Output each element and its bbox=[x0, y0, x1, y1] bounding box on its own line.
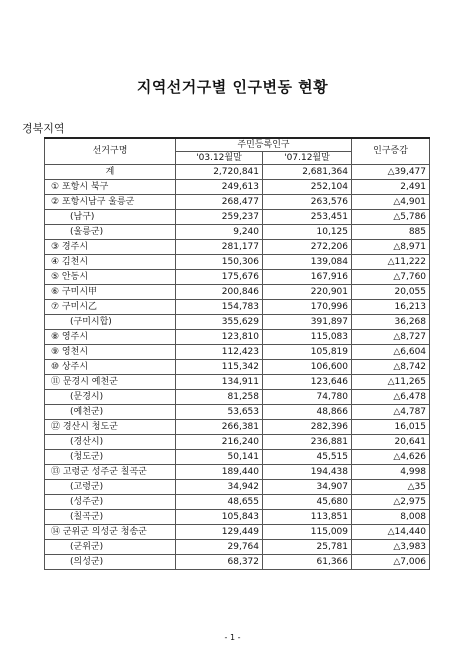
population-2003-cell: 53,653 bbox=[176, 405, 263, 420]
table-row bbox=[45, 405, 430, 420]
table-row bbox=[45, 285, 430, 300]
page-title: 지역선거구별 인구변동 현황 bbox=[136, 78, 329, 96]
district-name-cell: ⑬ 고령군 성주군 칠곡군 bbox=[45, 465, 176, 480]
population-change-cell: △8,727 bbox=[352, 330, 430, 345]
population-2003-cell: 123,810 bbox=[176, 330, 263, 345]
population-change-cell: 16,015 bbox=[352, 420, 430, 435]
header-registered-population: 주민등록인구 bbox=[176, 138, 352, 152]
population-change-cell: △35 bbox=[352, 480, 430, 495]
district-name-cell: (의성군) bbox=[45, 555, 176, 570]
population-change-cell: △4,787 bbox=[352, 405, 430, 420]
population-change-cell: △11,222 bbox=[352, 255, 430, 270]
district-name-cell: 계 bbox=[45, 165, 176, 180]
population-change-cell: △6,478 bbox=[352, 390, 430, 405]
header-date-2007: '07.12월말 bbox=[263, 152, 352, 165]
population-2003-cell: 81,258 bbox=[176, 390, 263, 405]
population-2003-cell: 115,342 bbox=[176, 360, 263, 375]
population-change-cell: △2,975 bbox=[352, 495, 430, 510]
population-2003-cell: 259,237 bbox=[176, 210, 263, 225]
population-2003-cell: 268,477 bbox=[176, 195, 263, 210]
population-table bbox=[44, 137, 430, 570]
population-2003-cell: 266,381 bbox=[176, 420, 263, 435]
population-2007-cell: 252,104 bbox=[263, 180, 352, 195]
table-row bbox=[45, 360, 430, 375]
table-row bbox=[45, 510, 430, 525]
table-row bbox=[45, 375, 430, 390]
population-2007-cell: 391,897 bbox=[263, 315, 352, 330]
district-name-cell: ⑪ 문경시 예천군 bbox=[45, 375, 176, 390]
table-row bbox=[45, 210, 430, 225]
population-2007-cell: 106,600 bbox=[263, 360, 352, 375]
district-name-cell: ④ 김천시 bbox=[45, 255, 176, 270]
table-row bbox=[45, 240, 430, 255]
population-2007-cell: 113,851 bbox=[263, 510, 352, 525]
table-row bbox=[45, 195, 430, 210]
population-2003-cell: 34,942 bbox=[176, 480, 263, 495]
table-row bbox=[45, 270, 430, 285]
table-row bbox=[45, 225, 430, 240]
table-row bbox=[45, 540, 430, 555]
table-row bbox=[45, 315, 430, 330]
population-2007-cell: 236,881 bbox=[263, 435, 352, 450]
population-change-cell: △3,983 bbox=[352, 540, 430, 555]
population-2003-cell: 2,720,841 bbox=[176, 165, 263, 180]
population-2007-cell: 139,084 bbox=[263, 255, 352, 270]
population-change-cell: 16,213 bbox=[352, 300, 430, 315]
population-change-cell: 36,268 bbox=[352, 315, 430, 330]
population-2003-cell: 48,655 bbox=[176, 495, 263, 510]
table-row bbox=[45, 330, 430, 345]
population-2003-cell: 281,177 bbox=[176, 240, 263, 255]
population-2007-cell: 45,680 bbox=[263, 495, 352, 510]
district-name-cell: ⑭ 군위군 의성군 청송군 bbox=[45, 525, 176, 540]
population-change-cell: △8,742 bbox=[352, 360, 430, 375]
population-2007-cell: 115,083 bbox=[263, 330, 352, 345]
table-row bbox=[45, 480, 430, 495]
district-name-cell: ① 포항시 북구 bbox=[45, 180, 176, 195]
population-2007-cell: 167,916 bbox=[263, 270, 352, 285]
population-2007-cell: 2,681,364 bbox=[263, 165, 352, 180]
population-change-cell: △39,477 bbox=[352, 165, 430, 180]
population-2007-cell: 282,396 bbox=[263, 420, 352, 435]
district-name-cell: ⑦ 구미시乙 bbox=[45, 300, 176, 315]
population-2007-cell: 61,366 bbox=[263, 555, 352, 570]
population-2003-cell: 50,141 bbox=[176, 450, 263, 465]
population-change-cell: △4,901 bbox=[352, 195, 430, 210]
table-row bbox=[45, 390, 430, 405]
district-name-cell: (청도군) bbox=[45, 450, 176, 465]
population-2003-cell: 216,240 bbox=[176, 435, 263, 450]
table-header-row bbox=[45, 138, 430, 152]
population-change-cell: 20,055 bbox=[352, 285, 430, 300]
population-change-cell: 2,491 bbox=[352, 180, 430, 195]
page-number: - 1 - bbox=[224, 633, 241, 642]
table-row bbox=[45, 465, 430, 480]
table-row bbox=[45, 435, 430, 450]
district-name-cell: ⑤ 안동시 bbox=[45, 270, 176, 285]
district-name-cell: (구미시합) bbox=[45, 315, 176, 330]
population-2003-cell: 112,423 bbox=[176, 345, 263, 360]
table-row bbox=[45, 495, 430, 510]
header-date-2003: '03.12월말 bbox=[176, 152, 263, 165]
population-change-cell: △14,440 bbox=[352, 525, 430, 540]
population-2003-cell: 105,843 bbox=[176, 510, 263, 525]
population-2007-cell: 170,996 bbox=[263, 300, 352, 315]
population-2007-cell: 123,646 bbox=[263, 375, 352, 390]
district-name-cell: (고령군) bbox=[45, 480, 176, 495]
population-2007-cell: 115,009 bbox=[263, 525, 352, 540]
region-label: 경북지역 bbox=[22, 122, 65, 135]
population-2003-cell: 175,676 bbox=[176, 270, 263, 285]
district-name-cell: (예천군) bbox=[45, 405, 176, 420]
population-change-cell: △4,626 bbox=[352, 450, 430, 465]
population-2007-cell: 48,866 bbox=[263, 405, 352, 420]
population-2007-cell: 253,451 bbox=[263, 210, 352, 225]
population-change-cell: △11,265 bbox=[352, 375, 430, 390]
district-name-cell: (울릉군) bbox=[45, 225, 176, 240]
table-row bbox=[45, 300, 430, 315]
population-change-cell: 4,998 bbox=[352, 465, 430, 480]
population-2007-cell: 194,438 bbox=[263, 465, 352, 480]
district-name-cell: (칠곡군) bbox=[45, 510, 176, 525]
population-2007-cell: 25,781 bbox=[263, 540, 352, 555]
district-name-cell: (경산시) bbox=[45, 435, 176, 450]
population-2007-cell: 10,125 bbox=[263, 225, 352, 240]
population-change-cell: 8,008 bbox=[352, 510, 430, 525]
population-change-cell: 885 bbox=[352, 225, 430, 240]
population-2007-cell: 34,907 bbox=[263, 480, 352, 495]
population-2003-cell: 129,449 bbox=[176, 525, 263, 540]
population-change-cell: △5,786 bbox=[352, 210, 430, 225]
population-2003-cell: 29,764 bbox=[176, 540, 263, 555]
population-2003-cell: 355,629 bbox=[176, 315, 263, 330]
district-name-cell: (군위군) bbox=[45, 540, 176, 555]
table-row bbox=[45, 450, 430, 465]
population-2007-cell: 105,819 bbox=[263, 345, 352, 360]
population-change-cell: △6,604 bbox=[352, 345, 430, 360]
population-2003-cell: 200,846 bbox=[176, 285, 263, 300]
population-change-cell: △8,971 bbox=[352, 240, 430, 255]
district-name-cell: (문경시) bbox=[45, 390, 176, 405]
population-change-cell: △7,760 bbox=[352, 270, 430, 285]
table-row bbox=[45, 165, 430, 180]
table-row bbox=[45, 180, 430, 195]
population-2003-cell: 189,440 bbox=[176, 465, 263, 480]
population-change-cell: 20,641 bbox=[352, 435, 430, 450]
population-2003-cell: 9,240 bbox=[176, 225, 263, 240]
table-row bbox=[45, 555, 430, 570]
population-2003-cell: 150,306 bbox=[176, 255, 263, 270]
table-row bbox=[45, 420, 430, 435]
district-name-cell: ⑫ 경산시 청도군 bbox=[45, 420, 176, 435]
population-2007-cell: 263,576 bbox=[263, 195, 352, 210]
population-2003-cell: 134,911 bbox=[176, 375, 263, 390]
district-name-cell: ② 포항시남구 울릉군 bbox=[45, 195, 176, 210]
population-2003-cell: 68,372 bbox=[176, 555, 263, 570]
district-name-cell: ⑨ 영천시 bbox=[45, 345, 176, 360]
district-name-cell: (성주군) bbox=[45, 495, 176, 510]
table-row bbox=[45, 255, 430, 270]
population-2007-cell: 272,206 bbox=[263, 240, 352, 255]
table-row bbox=[45, 525, 430, 540]
header-population-change: 인구증감 bbox=[352, 138, 430, 165]
population-2003-cell: 154,783 bbox=[176, 300, 263, 315]
population-2007-cell: 220,901 bbox=[263, 285, 352, 300]
header-district: 선거구명 bbox=[45, 138, 176, 165]
population-2007-cell: 74,780 bbox=[263, 390, 352, 405]
population-2007-cell: 45,515 bbox=[263, 450, 352, 465]
district-name-cell: ⑩ 상주시 bbox=[45, 360, 176, 375]
district-name-cell: ⑧ 영주시 bbox=[45, 330, 176, 345]
table-row bbox=[45, 345, 430, 360]
district-name-cell: (남구) bbox=[45, 210, 176, 225]
district-name-cell: ⑥ 구미시甲 bbox=[45, 285, 176, 300]
population-2003-cell: 249,613 bbox=[176, 180, 263, 195]
district-name-cell: ③ 경주시 bbox=[45, 240, 176, 255]
population-change-cell: △7,006 bbox=[352, 555, 430, 570]
